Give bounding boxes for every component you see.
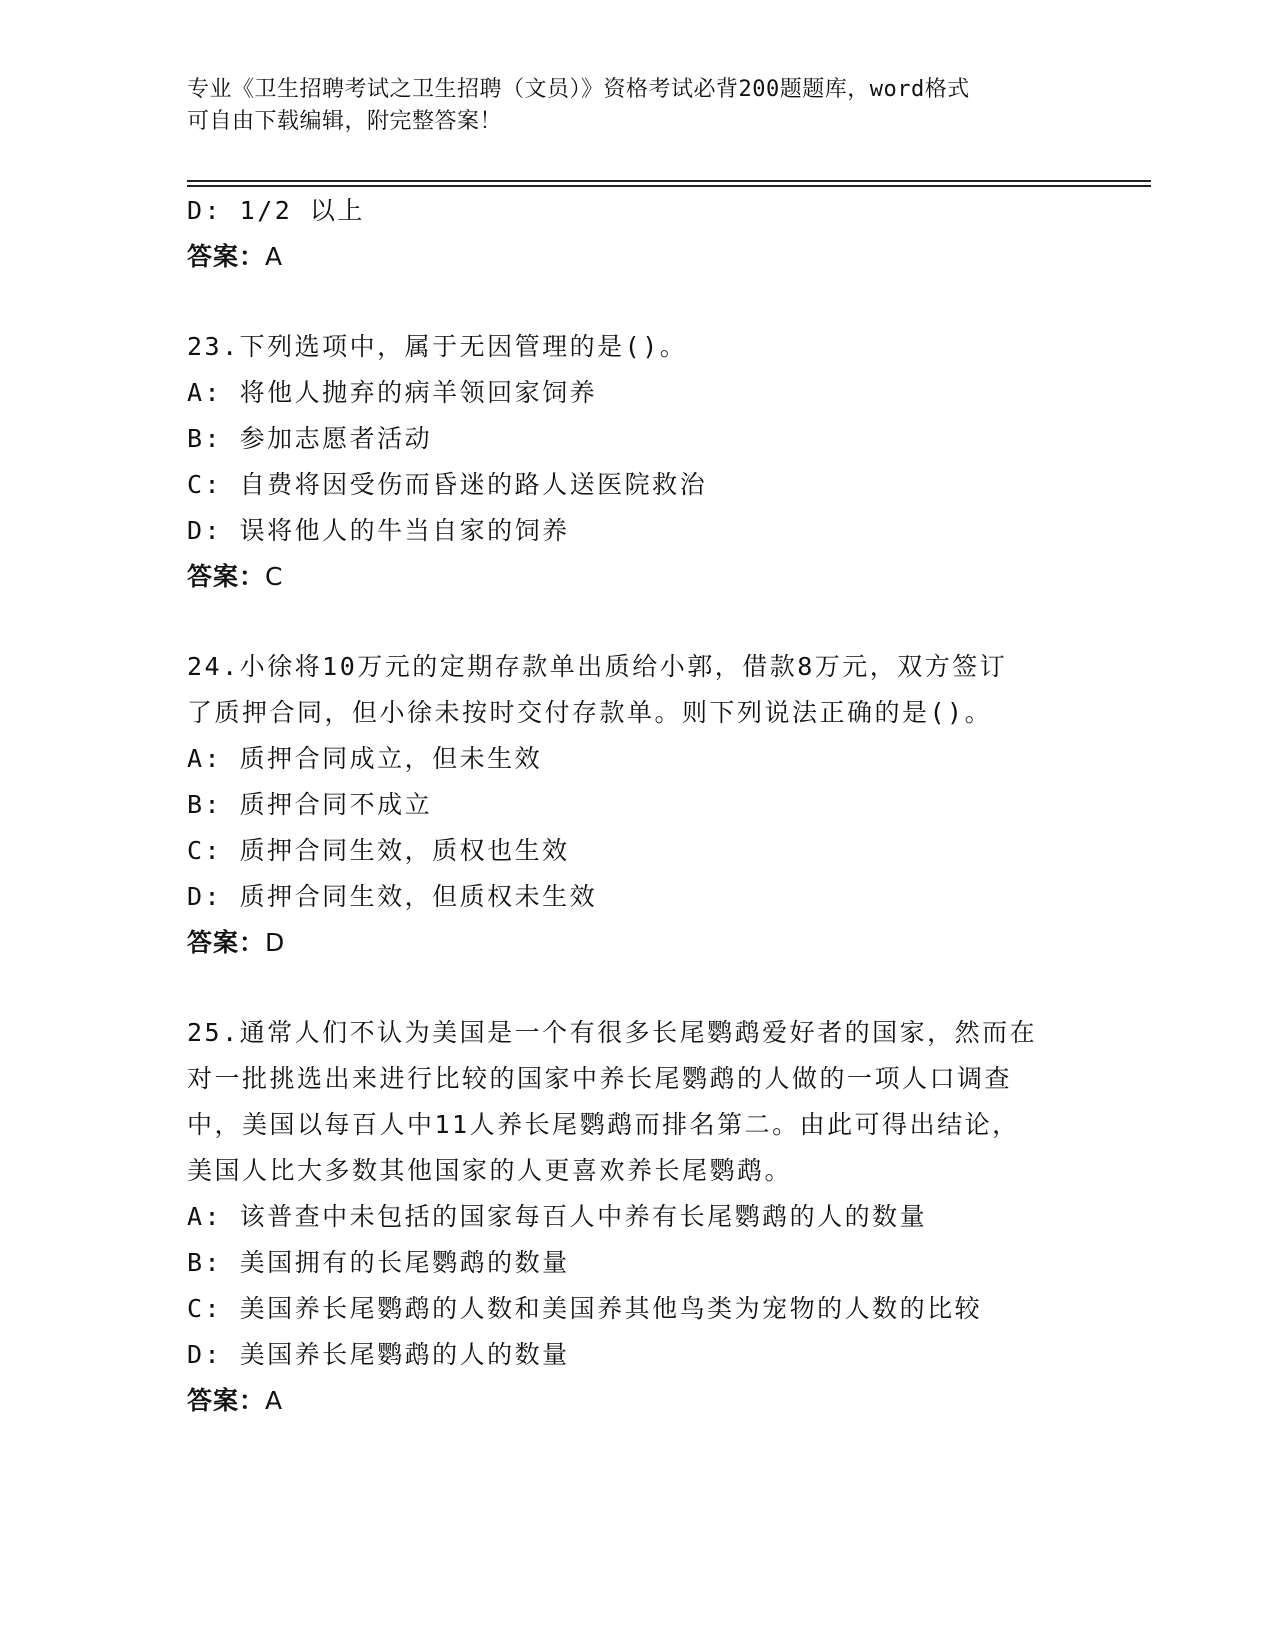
answer-label: 答案： [187, 928, 266, 957]
answer-value: A [265, 1386, 284, 1415]
header-rule-top [187, 180, 1151, 182]
option-d: D: 1/2 以上 [187, 196, 365, 225]
option-a: A: 该普查中未包括的国家每百人中养有长尾鹦鹉的人的数量 [187, 1202, 928, 1231]
header-line-2: 可自由下载编辑，附完整答案！ [187, 109, 503, 134]
question-stem [187, 1010, 1077, 1194]
header-line-1: 专业《卫生招聘考试之卫生招聘（文员）》资格考试必背200题题库，word格式 [187, 77, 970, 102]
question-24 [187, 644, 1087, 966]
answer-line [187, 920, 1087, 966]
answer-line [187, 554, 1087, 600]
option-c: C: 美国养长尾鹦鹉的人数和美国养其他鸟类为宠物的人数的比较 [187, 1294, 983, 1323]
answer-value: A [265, 242, 284, 271]
option-c: C: 自费将因受伤而昏迷的路人送医院救治 [187, 470, 708, 499]
option-d: D: 质押合同生效，但质权未生效 [187, 882, 598, 911]
question-23 [187, 324, 1087, 600]
question-stem [187, 644, 1077, 736]
option-a: A: 质押合同成立，但未生效 [187, 744, 543, 773]
document-header [187, 74, 1067, 138]
option-b: B: 质押合同不成立 [187, 790, 433, 819]
question-25 [187, 1010, 1087, 1424]
carryover-block [187, 188, 1087, 280]
option-b: B: 美国拥有的长尾鹦鹉的数量 [187, 1248, 570, 1277]
stem-line: 美国人比大多数其他国家的人更喜欢养长尾鹦鹉。 [187, 1156, 793, 1185]
question-stem [187, 324, 1077, 370]
answer-label: 答案： [187, 242, 266, 271]
answer-line [187, 234, 1087, 280]
option-d: D: 美国养长尾鹦鹉的人的数量 [187, 1340, 570, 1369]
answer-value: C [265, 562, 284, 591]
answer-label: 答案： [187, 1386, 266, 1415]
stem-line: 中，美国以每百人中11人养长尾鹦鹉而排名第二。由此可得出结论， [187, 1110, 1020, 1139]
answer-label: 答案： [187, 562, 266, 591]
question-list [187, 188, 1087, 1468]
answer-line [187, 1378, 1087, 1424]
option-b: B: 参加志愿者活动 [187, 424, 433, 453]
stem-line: 23.下列选项中，属于无因管理的是()。 [187, 332, 688, 361]
answer-value: D [265, 928, 286, 957]
option-a: A: 将他人抛弃的病羊领回家饲养 [187, 378, 598, 407]
stem-line: 25.通常人们不认为美国是一个有很多长尾鹦鹉爱好者的国家，然而在 [187, 1018, 1038, 1047]
option-d: D: 误将他人的牛当自家的饲养 [187, 516, 570, 545]
stem-line: 24.小徐将10万元的定期存款单出质给小郭，借款8万元，双方签订 [187, 652, 1008, 681]
header-rule-bottom [187, 185, 1151, 187]
stem-line: 对一批挑选出来进行比较的国家中养长尾鹦鹉的人做的一项人口调查 [187, 1064, 1013, 1093]
stem-line: 了质押合同，但小徐未按时交付存款单。则下列说法正确的是()。 [187, 698, 993, 727]
option-c: C: 质押合同生效，质权也生效 [187, 836, 570, 865]
